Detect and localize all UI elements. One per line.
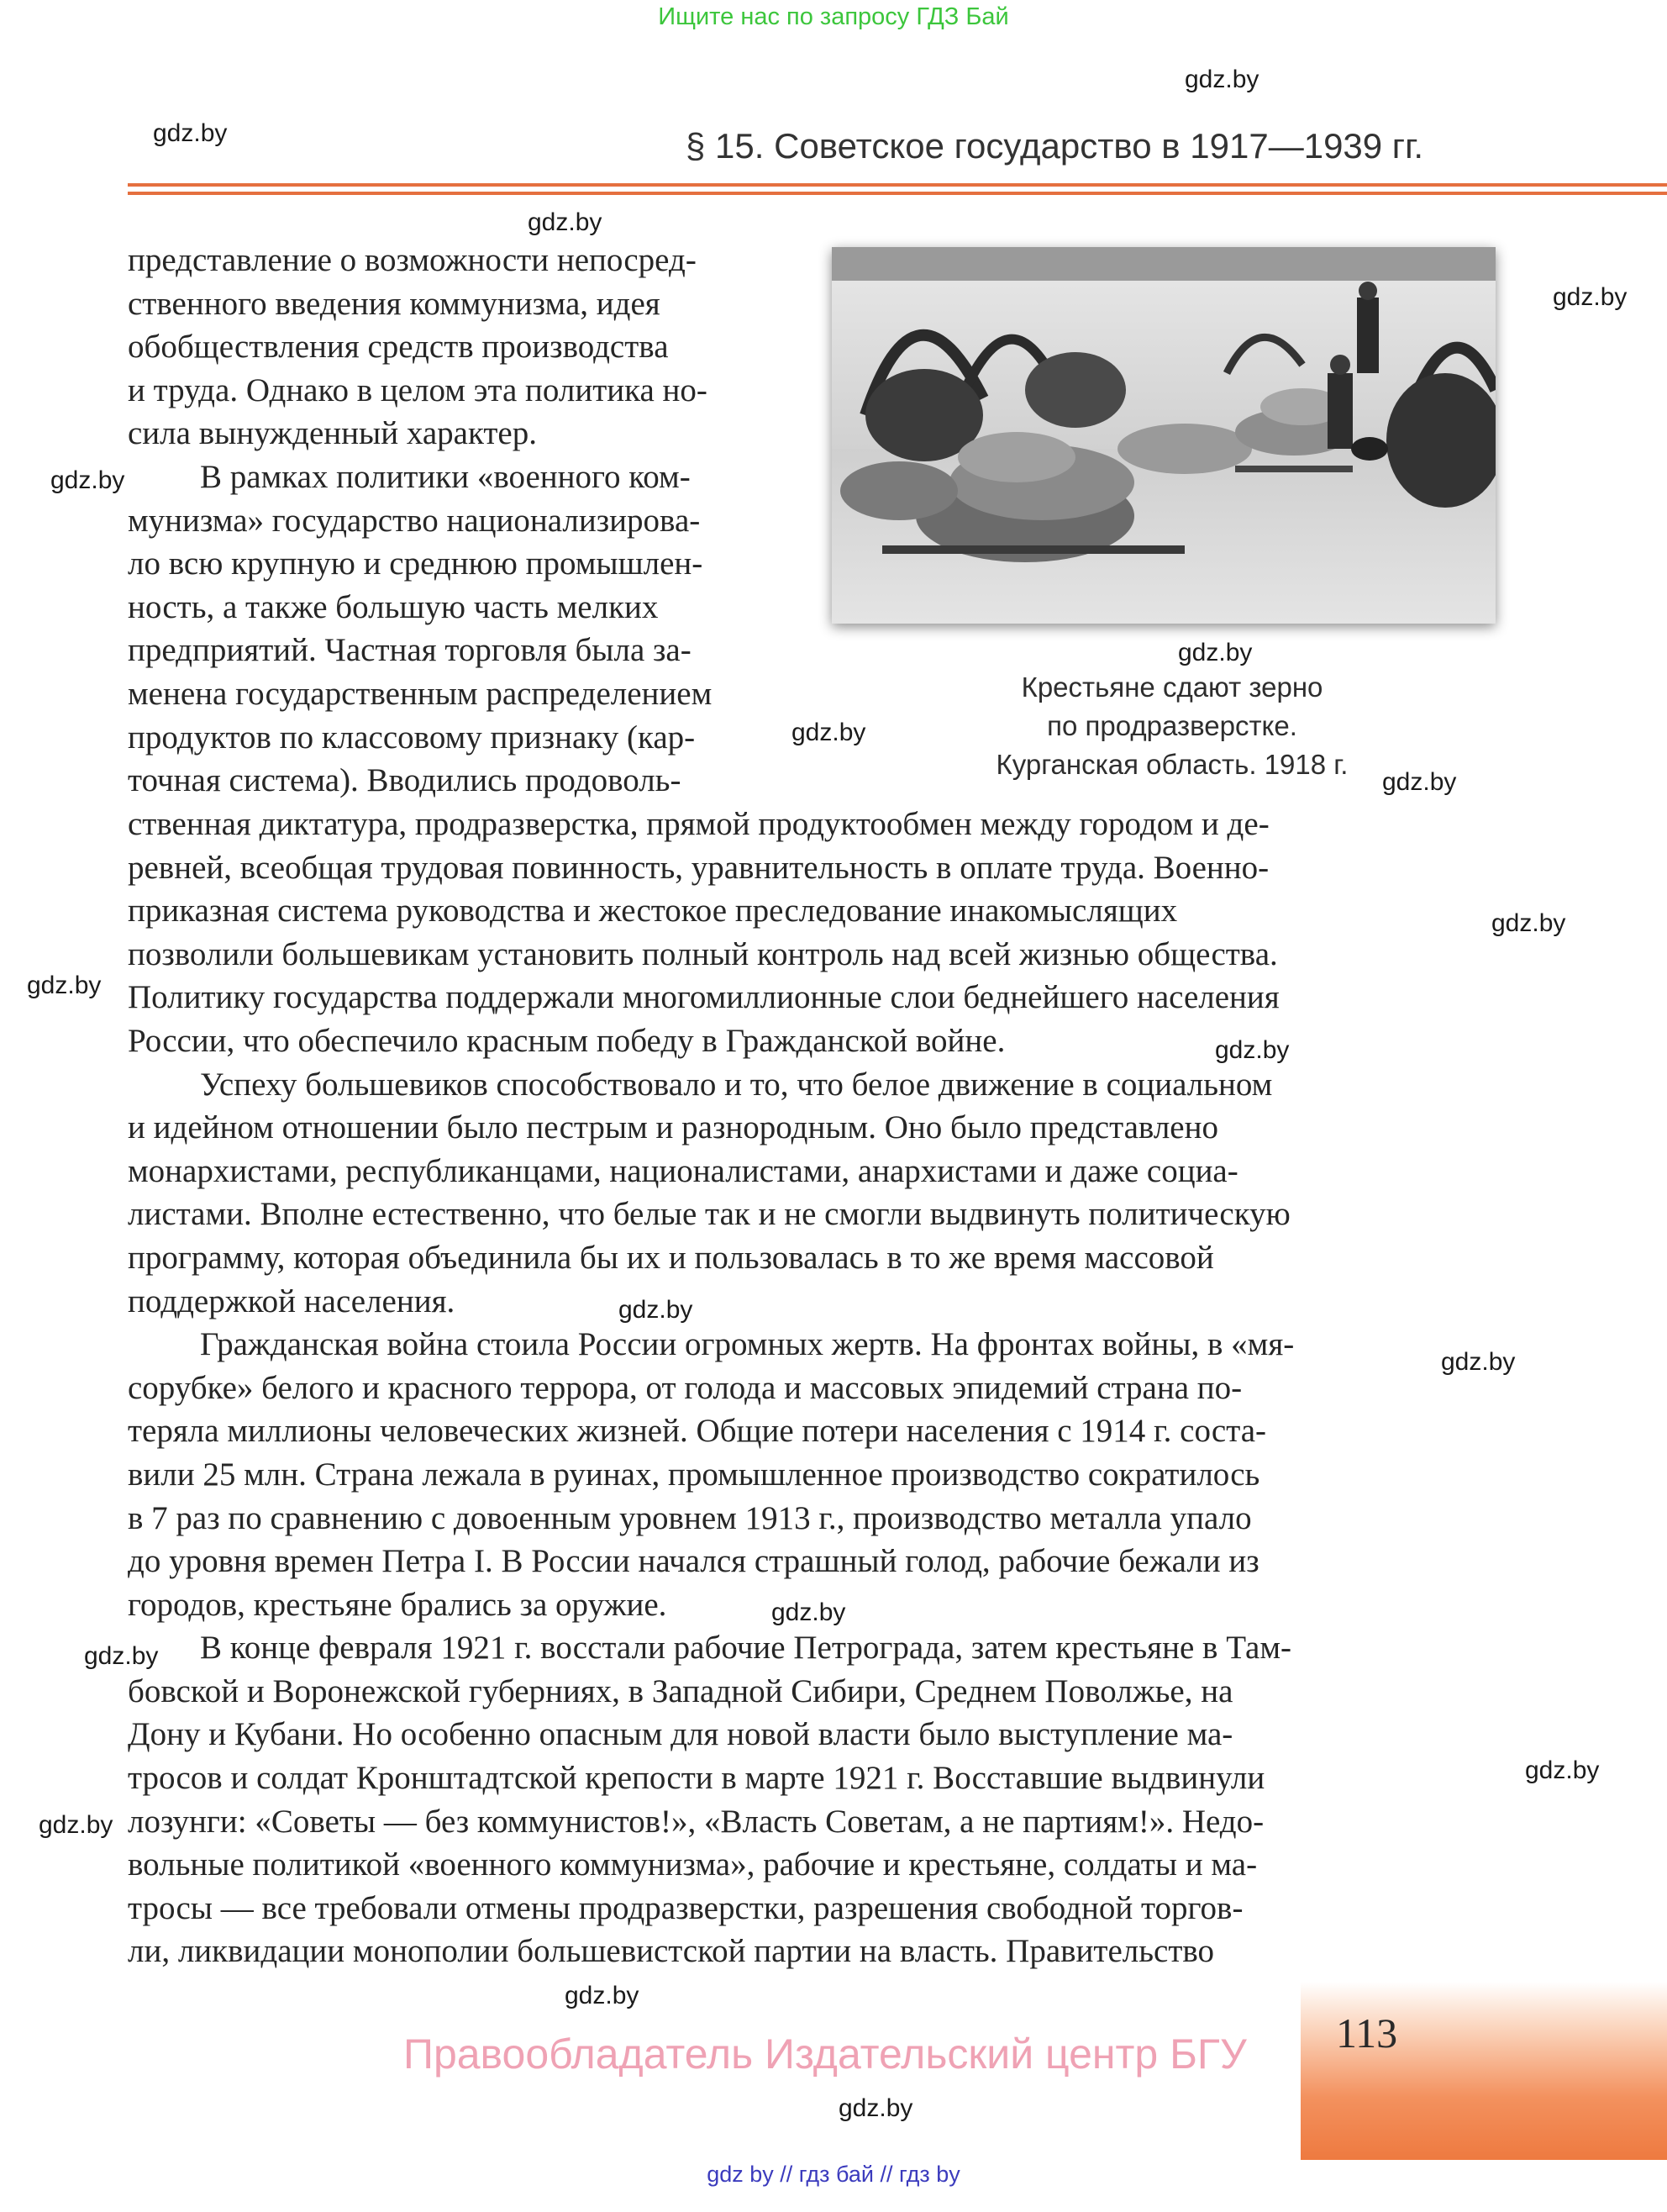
text-line: и идейном отношении было пестрым и разнородным. Оно было представлено <box>128 1109 1218 1146</box>
watermark: gdz.by <box>771 1598 846 1626</box>
text-line: и труда. Однако в целом эта политика но- <box>128 371 707 408</box>
text-line: вили 25 млн. Страна лежала в руинах, промышленное производство сократилось <box>128 1456 1260 1493</box>
copyright-notice: Правообладатель Издательский центр БГУ <box>403 2030 1247 2078</box>
photo-caption <box>945 668 1399 784</box>
text-column-narrow <box>128 239 783 803</box>
watermark: gdz.by <box>1525 1756 1600 1784</box>
text-line: В рамках политики «военного ком- <box>200 458 691 495</box>
text-line: Политику государства поддержали многомиллионные слои беднейшего населения <box>128 979 1280 1016</box>
watermark: gdz.by <box>1553 283 1628 311</box>
watermark: gdz.by <box>84 1642 159 1670</box>
text-line: позволили большевикам установить полный контроль над всей жизнью общества. <box>128 935 1278 972</box>
text-line: Успеху большевиков способствовало и то, что белое движение в социальном <box>200 1066 1273 1103</box>
text-line: сорубке» белого и красного террора, от голода и массовых эпидемий страна по- <box>128 1369 1243 1406</box>
text-line: поддержкой населения. <box>128 1282 455 1319</box>
text-line: листами. Вполне естественно, что белые так и не смогли выдвинуть политическую <box>128 1196 1291 1233</box>
page-number: 113 <box>1336 2009 1398 2057</box>
text-line: ственная диктатура, продразверстка, прямой продуктообмен между городом и де- <box>128 806 1270 842</box>
watermark: gdz.by <box>1382 768 1457 796</box>
watermark: gdz.by <box>839 2094 913 2122</box>
text-line: тросы — все требовали отмены продразверстки, разрешения свободной торгов- <box>128 1889 1244 1926</box>
watermark: gdz.by <box>39 1811 113 1839</box>
photo-peasants-grain <box>832 247 1496 624</box>
header-rule <box>128 192 1667 195</box>
caption-line: Крестьяне сдают зерно <box>1021 672 1323 703</box>
top-banner: Ищите нас по запросу ГДЗ Бай <box>658 3 1009 30</box>
text-line: ственного введения коммунизма, идея <box>128 285 660 322</box>
watermark: gdz.by <box>1215 1036 1290 1064</box>
header-rule <box>128 183 1667 187</box>
text-line: мунизма» государство национализирова- <box>128 502 701 539</box>
text-line: ло всю крупную и среднюю промышлен- <box>128 545 703 582</box>
watermark: gdz.by <box>1178 639 1253 666</box>
text-line: ли, ликвидации монополии большевистской партии на власть. Правительство <box>128 1933 1215 1970</box>
text-line: программу, которая объединила бы их и пользовалась в то же время массовой <box>128 1239 1214 1276</box>
text-line: тросов и солдат Кронштадтской крепости в марте 1921 г. Восставшие выдвинули <box>128 1760 1265 1797</box>
text-line: представление о возможности непосред- <box>128 242 697 278</box>
text-line: России, что обеспечило красным победу в Гражданской войне. <box>128 1022 1006 1059</box>
text-line: городов, крестьяне брались за оружие. <box>128 1586 667 1623</box>
text-column-wide <box>128 803 1422 1973</box>
text-line: ность, а также большую часть мелких <box>128 588 659 625</box>
text-line: Гражданская война стоила России огромных жертв. На фронтах войны, в «мя- <box>200 1326 1295 1363</box>
text-line: монархистами, республиканцами, националистами, анархистами и даже социа- <box>128 1152 1238 1189</box>
watermark: gdz.by <box>153 119 228 147</box>
watermark: gdz.by <box>528 208 602 236</box>
text-line: ревней, всеобщая трудовая повинность, уравнительность в оплате труда. Военно- <box>128 849 1270 886</box>
text-line: лозунги: «Советы — без коммунистов!», «Власть Советам, а не партиям!». Недо- <box>128 1803 1265 1840</box>
text-line: бовской и Воронежской губерниях, в Западной Сибири, Среднем Поволжье, на <box>128 1672 1233 1709</box>
watermark: gdz.by <box>1491 909 1566 937</box>
text-line: Дону и Кубани. Но особенно опасным для новой власти было выступление ма- <box>128 1716 1233 1753</box>
text-line: сила вынужденный характер. <box>128 415 537 452</box>
text-line: предприятий. Частная торговля была за- <box>128 632 692 669</box>
photo-illustration <box>832 247 1496 624</box>
text-line: продуктов по классовому признаку (кар- <box>128 719 696 756</box>
watermark: gdz.by <box>1441 1348 1516 1376</box>
text-line: точная система). Вводились продоволь- <box>128 762 681 799</box>
caption-line: по продразверстке. <box>1047 710 1297 741</box>
text-line: обобществления средств производства <box>128 329 669 366</box>
text-line: менена государственным распределением <box>128 675 713 712</box>
text-line: В конце февраля 1921 г. восстали рабочие Петрограда, затем крестьяне в Там- <box>200 1630 1292 1667</box>
watermark: gdz.by <box>1185 66 1259 93</box>
watermark: gdz.by <box>50 466 125 494</box>
text-line: вольные политикой «военного коммунизма», рабочие и крестьяне, солдаты и ма- <box>128 1846 1258 1883</box>
caption-line: Курганская область. 1918 г. <box>996 749 1349 780</box>
watermark: gdz.by <box>27 972 102 999</box>
text-line: до уровня времен Петра I. В России начался страшный голод, рабочие бежали из <box>128 1543 1259 1580</box>
text-line: теряла миллионы человеческих жизней. Общие потери населения с 1914 г. соста- <box>128 1413 1267 1450</box>
footer-links[interactable]: gdz by // гдз бай // гдз by <box>707 2162 960 2187</box>
watermark: gdz.by <box>565 1982 639 2009</box>
watermark: gdz.by <box>791 719 866 746</box>
text-line: приказная система руководства и жестокое преследование инакомыслящих <box>128 893 1178 930</box>
text-line: в 7 раз по сравнению с довоенным уровнем 1913 г., производство металла упало <box>128 1499 1252 1536</box>
watermark: gdz.by <box>618 1296 693 1324</box>
section-title: § 15. Советское государство в 1917—1939 гг. <box>686 126 1423 166</box>
